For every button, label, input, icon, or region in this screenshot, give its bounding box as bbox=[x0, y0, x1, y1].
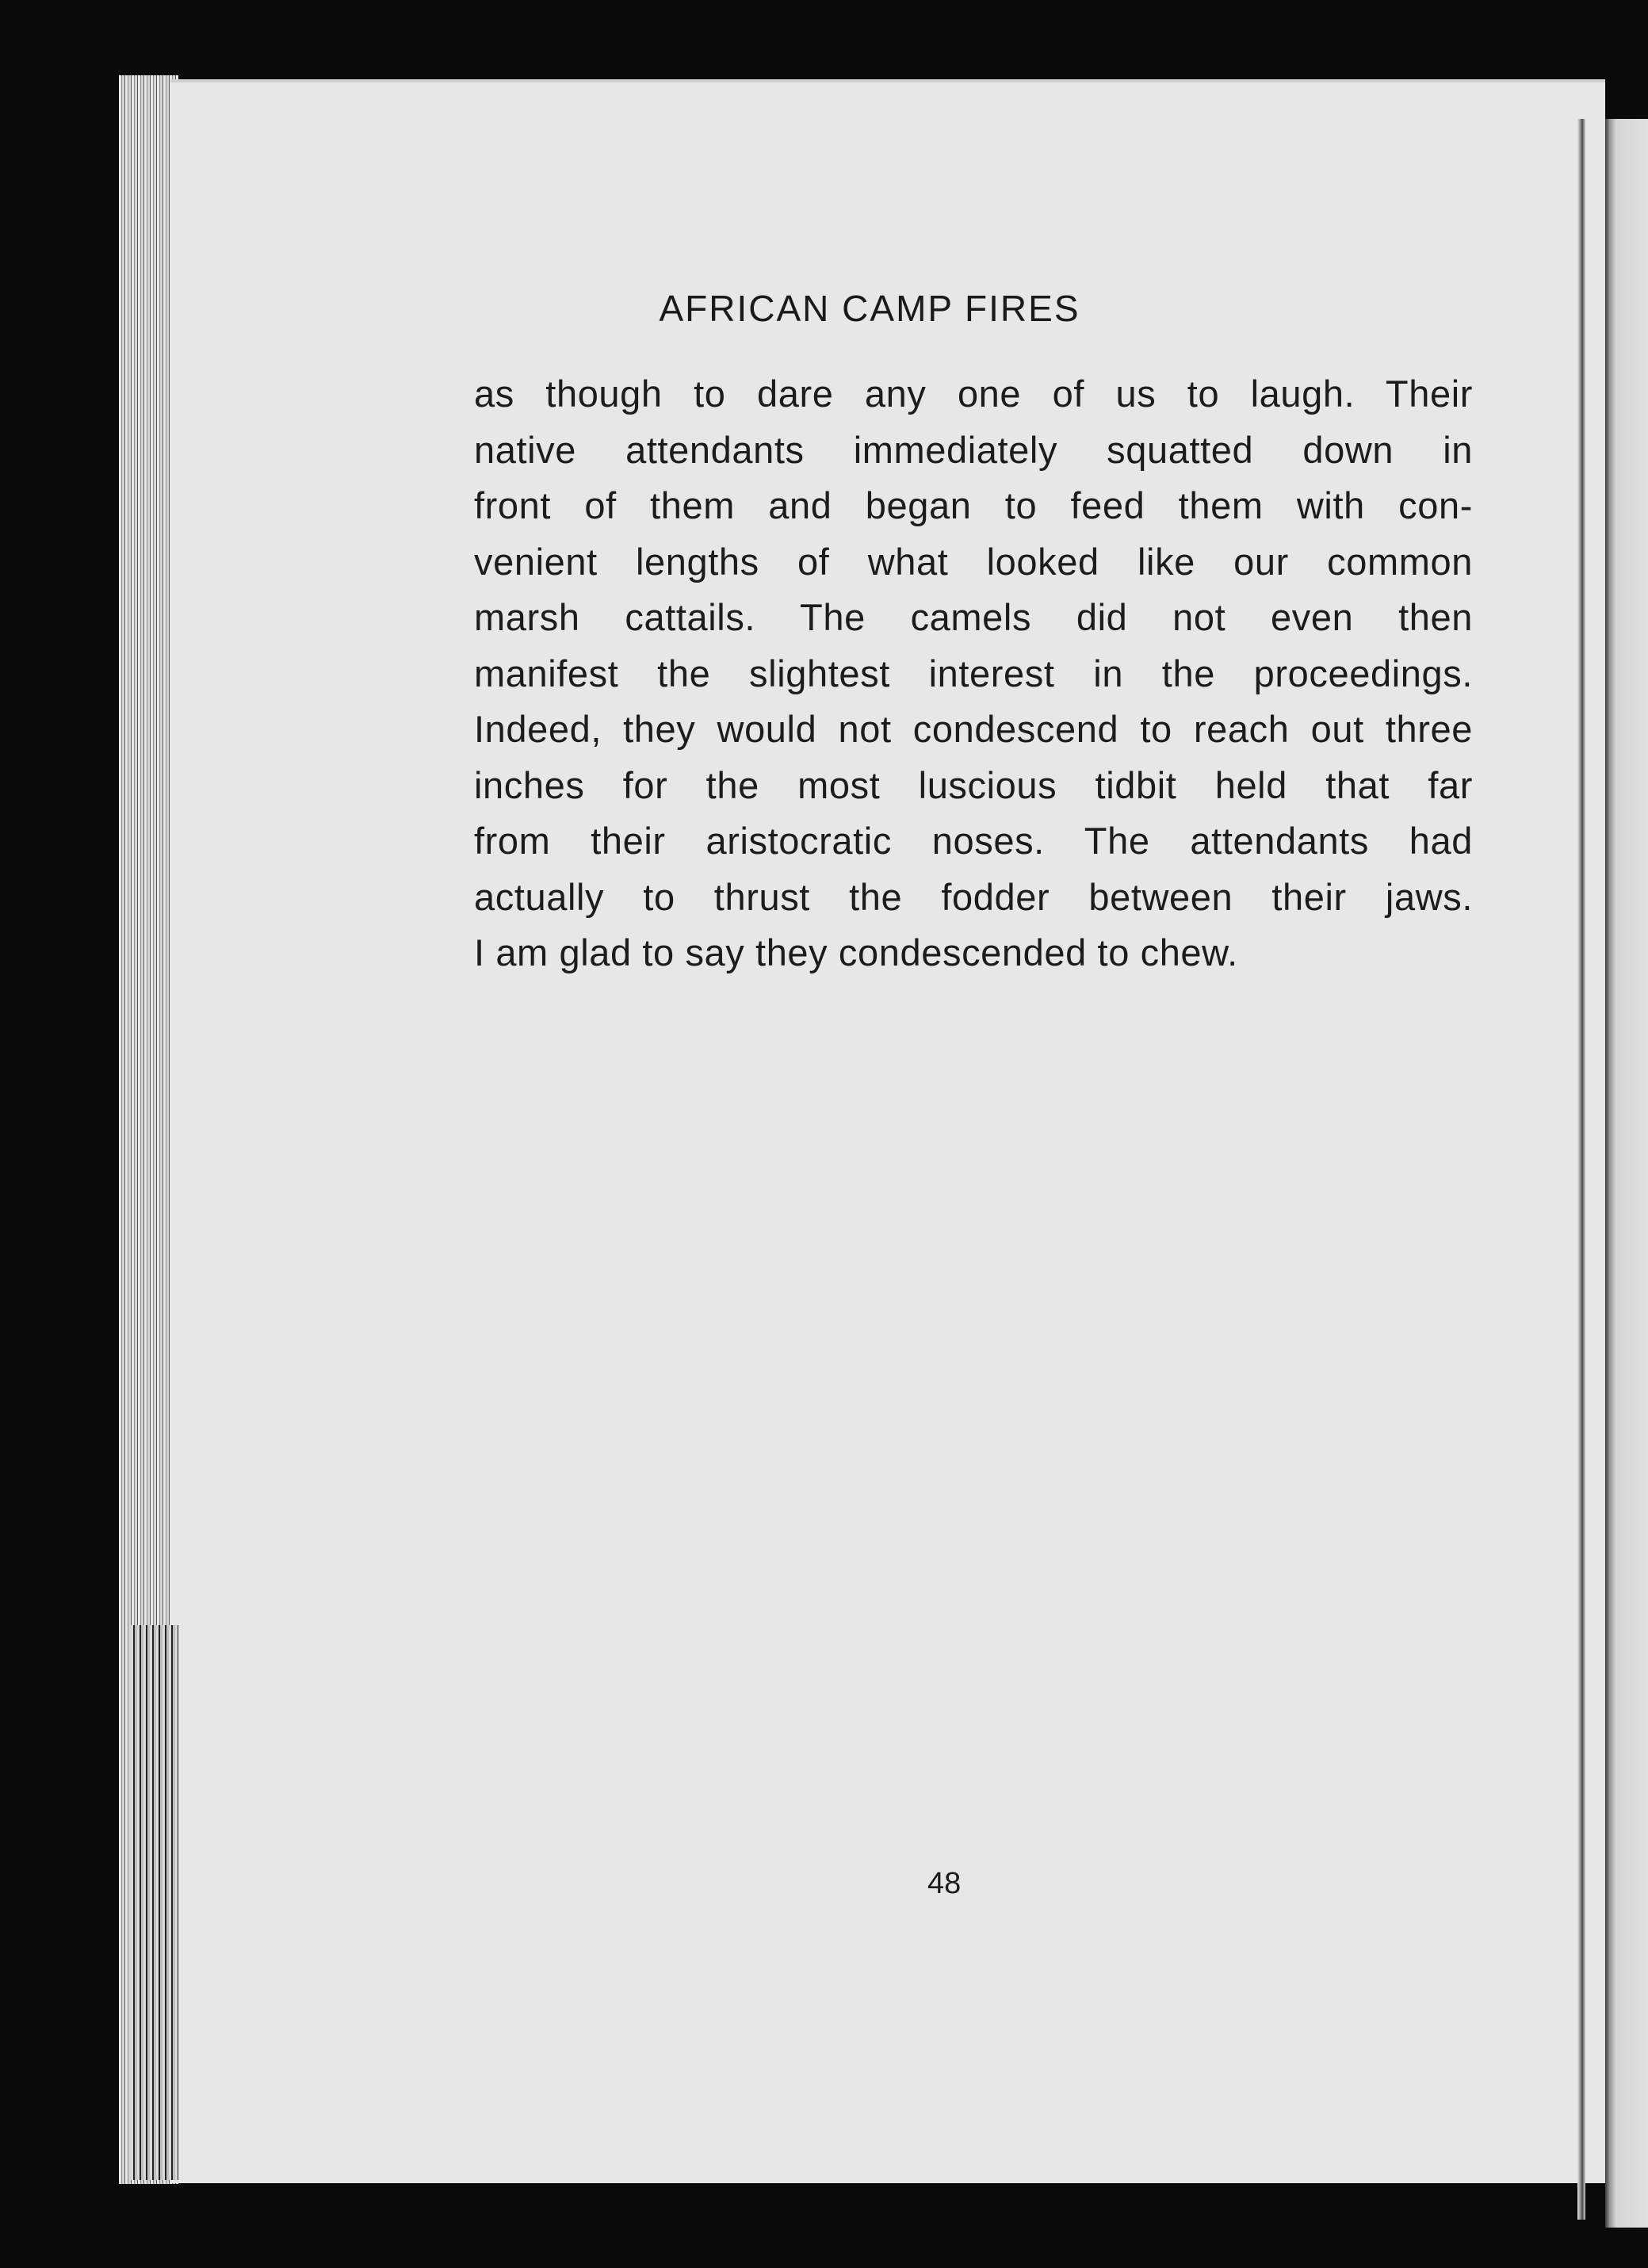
stacked-page-edges-lower bbox=[131, 1625, 178, 2180]
text-line-last: I am glad to say they condescended to chew. bbox=[474, 931, 1238, 973]
text-line: venient lengths of what looked like our common bbox=[474, 540, 1473, 583]
text-line: Indeed, they would not condescend to reach out three bbox=[474, 708, 1473, 750]
text-line: as though to dare any one of us to laugh. Their bbox=[474, 373, 1473, 415]
page-number: 48 bbox=[927, 1867, 962, 1900]
text-line: actually to thrust the fodder between their jaws. bbox=[474, 875, 1473, 918]
text-line: native attendants immediately squatted down in bbox=[474, 428, 1473, 471]
adjacent-page-edge bbox=[1605, 119, 1648, 2228]
text-line: inches for the most luscious tidbit held that far bbox=[474, 763, 1473, 806]
running-head: AFRICAN CAMP FIRES bbox=[659, 288, 1080, 329]
body-text bbox=[474, 366, 1473, 981]
text-line: front of them and began to feed them with con- bbox=[474, 484, 1473, 526]
text-line: marsh cattails. The camels did not even then bbox=[474, 596, 1473, 638]
text-line: manifest the slightest interest in the proceedings. bbox=[474, 652, 1473, 694]
page-gutter-shadow bbox=[1577, 119, 1585, 2220]
text-line: from their aristocratic noses. The attendants had bbox=[474, 820, 1473, 862]
